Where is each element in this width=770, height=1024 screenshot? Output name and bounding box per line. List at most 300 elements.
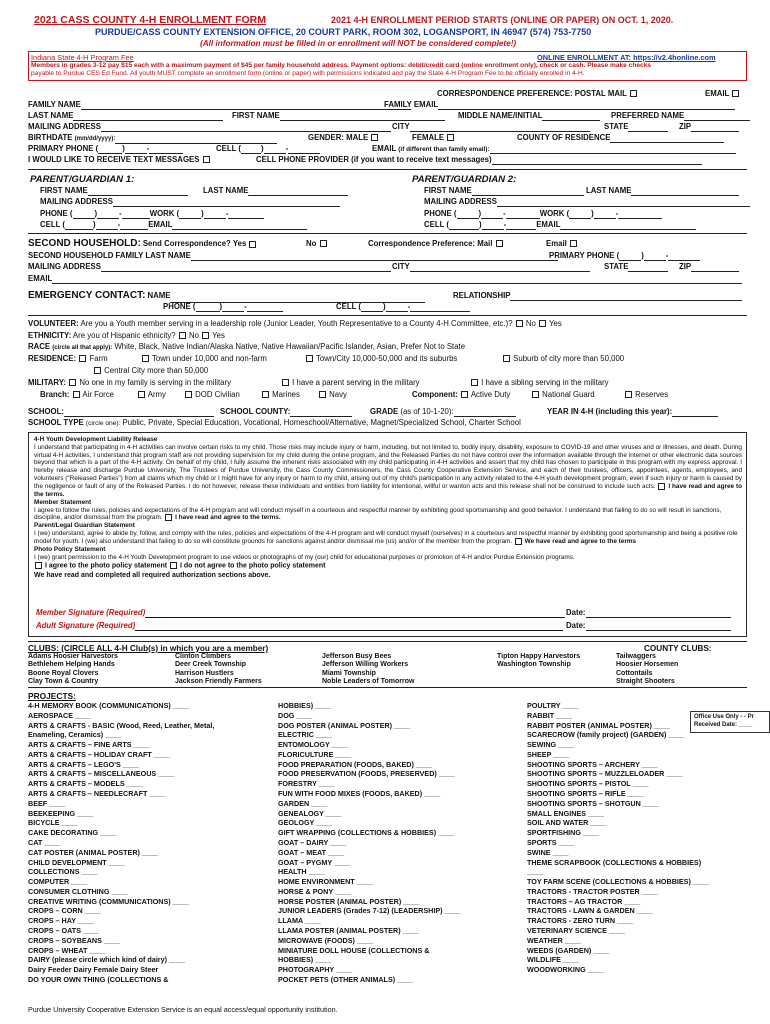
sh-family-last-field[interactable] xyxy=(191,253,558,261)
army-label: Army xyxy=(147,390,166,399)
liability-title: 4-H Youth Development Liability Release xyxy=(34,436,158,443)
project-item[interactable]: BICYCLE ____ xyxy=(28,818,78,828)
sh-email-checkbox[interactable] xyxy=(570,240,577,247)
project-item[interactable]: BEEF ____ xyxy=(28,798,66,808)
g2-email-label: EMAIL xyxy=(536,220,561,229)
project-item[interactable]: SPORTS ____ xyxy=(527,837,575,847)
relationship-label: RELATIONSHIP xyxy=(453,291,511,300)
farm-checkbox[interactable] xyxy=(79,355,86,362)
birthdate-format: (mm/dd/yyyy): xyxy=(74,136,116,142)
family-email-label: FAMILY EMAIL xyxy=(384,100,439,109)
g2-work-label: WORK ( xyxy=(539,209,570,218)
dod-label: DOD Civilian xyxy=(195,390,240,399)
state-field[interactable] xyxy=(628,124,668,132)
project-item[interactable]: POULTRY ____ xyxy=(527,701,579,710)
project-item[interactable]: WEATHER ____ xyxy=(527,935,581,945)
county-club-item[interactable]: Straight Shooters xyxy=(616,678,675,686)
second-household-title: SECOND HOUSEHOLD: xyxy=(28,238,141,249)
military-label: MILITARY: xyxy=(28,378,66,387)
project-item[interactable]: SEWING ____ xyxy=(527,740,575,750)
g2-work-line[interactable] xyxy=(618,211,662,219)
project-item[interactable]: ARTS & CRAFTS – LEGO'S ____ xyxy=(28,759,139,769)
form-title: 2021 CASS COUNTY 4-H ENROLLMENT FORM xyxy=(34,14,266,26)
club-item[interactable]: Boone Royal Clovers xyxy=(28,669,99,677)
completion-notice: (All information must be filled in or enrollment will NOT be considered complete!) xyxy=(200,39,517,48)
sh-mailing-label: MAILING ADDRESS xyxy=(28,262,101,271)
g2-phone-line[interactable] xyxy=(506,211,540,219)
g1-phone-prefix[interactable] xyxy=(97,211,119,219)
project-item[interactable]: SMALL ENGINES ____ xyxy=(527,808,604,818)
project-item[interactable]: MINIATURE DOLL HOUSE (COLLECTIONS & xyxy=(278,945,430,955)
photo-policy-body: I (we) grant permission to the 4-H Youth Development program to use videos or photographs of my (our) child for educational purposes or promotion of 4-H and/or Purdue Extension programs. xyxy=(34,553,575,561)
agree-parent-checkbox[interactable] xyxy=(515,538,522,545)
family-name-field[interactable] xyxy=(81,102,411,110)
member-date-field[interactable] xyxy=(586,610,731,618)
project-item[interactable]: CROPS – WHEAT ____ xyxy=(28,945,106,955)
county-clubs-title: COUNTY CLUBS: xyxy=(644,644,712,653)
dod-checkbox[interactable] xyxy=(185,391,192,398)
projects-column-1 xyxy=(28,701,214,985)
air-force-label: Air Force xyxy=(82,390,115,399)
project-item[interactable]: RABBIT POSTER (ANIMAL POSTER) ____ xyxy=(527,720,670,730)
agree-liability-checkbox[interactable] xyxy=(658,483,665,490)
emergency-cell-area[interactable] xyxy=(361,304,383,312)
cell-prefix[interactable] xyxy=(264,146,286,154)
project-item[interactable]: SPORTFISHING ____ xyxy=(527,828,599,838)
project-item[interactable]: DO YOUR OWN THING (COLLECTIONS & xyxy=(28,974,169,984)
emergency-phone-prefix[interactable] xyxy=(222,304,244,312)
club-item[interactable]: Washington Township xyxy=(497,661,571,669)
project-item[interactable]: HEALTH ____ xyxy=(278,867,325,877)
club-item[interactable]: Noble Leaders of Tomorrow xyxy=(322,678,415,686)
sh-zip-field[interactable] xyxy=(691,264,739,272)
project-item[interactable]: DOG POSTER (ANIMAL POSTER) ____ xyxy=(278,720,411,730)
first-name-label: FIRST NAME xyxy=(232,111,280,120)
sh-email-label: EMAIL xyxy=(28,274,53,283)
town-small-checkbox[interactable] xyxy=(142,355,149,362)
project-item[interactable]: GENEALOGY ____ xyxy=(278,808,342,818)
g2-cell-label: CELL ( xyxy=(424,220,449,229)
adult-signature-field[interactable] xyxy=(135,623,563,631)
central-city-label: Central City more than 50,000 xyxy=(104,366,209,375)
clubs-column-1 xyxy=(28,653,118,687)
school-type-options[interactable]: Public, Private, Special Education, Vocational, Homeschool/Alternative, Magnet/Specialized School, Charter School xyxy=(122,418,521,427)
primary-phone-prefix[interactable] xyxy=(125,146,147,154)
year-in-4h-field[interactable] xyxy=(672,409,718,417)
project-item[interactable]: COLLECTIONS ____ xyxy=(28,867,98,877)
g1-first-field[interactable] xyxy=(88,188,188,196)
sh-zip-label: ZIP xyxy=(679,262,692,271)
mil-parent-label: I have a parent serving in the military xyxy=(292,378,420,387)
g1-phone-line[interactable] xyxy=(122,211,150,219)
project-item[interactable]: CONSUMER CLOTHING ____ xyxy=(28,886,128,896)
mailing-address-label: MAILING ADDRESS xyxy=(28,122,101,131)
club-item[interactable]: Adams Hoosier Harvestors xyxy=(28,653,118,660)
project-item[interactable]: BEEKEEPING ____ xyxy=(28,808,94,818)
project-item[interactable]: HORSE & PONY ____ xyxy=(278,886,351,896)
emergency-cell-line[interactable] xyxy=(410,304,470,312)
club-item[interactable]: Clay Town & Country xyxy=(28,678,99,686)
club-item[interactable]: Bethlehem Helping Hands xyxy=(28,661,115,669)
school-label: SCHOOL: xyxy=(28,407,64,416)
project-item[interactable]: ENTOMOLOGY ____ xyxy=(278,740,348,750)
cell-provider-label: CELL PHONE PROVIDER (if you want to receive text messages) xyxy=(256,155,492,164)
office-use-label: Office Use Only - - Pr xyxy=(694,714,755,720)
emergency-phone-label: PHONE ( xyxy=(163,302,196,311)
parent-statement-title: Parent/Legal Guardian Statement xyxy=(34,522,135,530)
sh-mailing-field[interactable] xyxy=(101,264,391,272)
emergency-cell-label: CELL ( xyxy=(336,302,361,311)
project-item[interactable]: GOAT – DAIRY ____ xyxy=(278,837,347,847)
primary-phone-area[interactable] xyxy=(98,146,122,154)
project-item[interactable]: COMPUTER ____ xyxy=(28,877,88,887)
project-item[interactable]: SHEEP ____ xyxy=(527,749,570,759)
project-item[interactable]: GARDEN ____ xyxy=(278,798,328,808)
g2-phone-prefix[interactable] xyxy=(481,211,503,219)
county-club-item[interactable]: Tailwaggers xyxy=(616,653,656,660)
ethnicity-yes-checkbox[interactable] xyxy=(202,332,209,339)
photo-disagree-checkbox[interactable] xyxy=(170,562,177,569)
sh-phone-line[interactable] xyxy=(668,253,700,261)
project-item[interactable]: FLORICULTURE ____ xyxy=(278,749,352,759)
g1-mailing-field[interactable] xyxy=(113,199,340,207)
club-item[interactable]: Miami Township xyxy=(322,669,376,677)
grade-field[interactable] xyxy=(454,409,516,417)
birthdate-field[interactable] xyxy=(115,136,277,144)
photo-policy-title: Photo Policy Statement xyxy=(34,545,106,553)
volunteer-yes-checkbox[interactable] xyxy=(539,320,546,327)
preferred-name-field[interactable] xyxy=(684,113,750,121)
club-item[interactable]: Jefferson Busy Bees xyxy=(322,653,392,660)
club-item[interactable]: Tipton Happy Harvestors xyxy=(497,653,581,660)
ethnicity-no-checkbox[interactable] xyxy=(179,332,186,339)
navy-label: Navy xyxy=(329,390,347,399)
project-item[interactable]: SCARECROW (family project) (GARDEN) ____ xyxy=(527,730,685,740)
county-residence-field[interactable] xyxy=(610,135,724,143)
project-item[interactable]: CROPS – CORN ____ xyxy=(28,906,101,916)
zip-field[interactable] xyxy=(691,124,739,132)
project-item[interactable]: HOME ENVIRONMENT ____ xyxy=(278,877,373,887)
project-item[interactable]: TRACTORS - LAWN & GARDEN ____ xyxy=(527,906,653,916)
g2-work-area[interactable] xyxy=(569,211,591,219)
project-item[interactable]: CREATIVE WRITING (COMMUNICATIONS) ____ xyxy=(28,896,189,906)
g1-cell-line[interactable] xyxy=(120,222,148,230)
volunteer-yes-label: Yes xyxy=(549,319,562,328)
project-item[interactable]: PHOTOGRAPHY ____ xyxy=(278,965,353,975)
clubs-title: CLUBS: (CIRCLE ALL 4-H Club(s) in which you are a member) xyxy=(28,644,269,653)
photo-agree-checkbox[interactable] xyxy=(35,562,42,569)
send-correspondence-label: Send Correspondence? Yes xyxy=(142,239,247,248)
postal-mail-checkbox[interactable] xyxy=(630,90,637,97)
project-item[interactable]: THEME SCRAPBOOK (COLLECTIONS & HOBBIES) xyxy=(527,857,702,867)
active-duty-checkbox[interactable] xyxy=(461,391,468,398)
send-yes-checkbox[interactable] xyxy=(249,241,256,248)
state-label: STATE xyxy=(604,122,629,131)
sh-mail-checkbox[interactable] xyxy=(496,240,503,247)
last-name-field[interactable] xyxy=(73,113,223,121)
school-county-field[interactable] xyxy=(290,409,352,417)
city-label: CITY xyxy=(392,122,410,131)
mil-none-checkbox[interactable] xyxy=(69,379,76,386)
volunteer-label: VOLUNTEER: xyxy=(28,319,79,328)
cell-line[interactable] xyxy=(288,146,320,154)
sh-phone-prefix[interactable] xyxy=(644,253,666,261)
project-item[interactable]: ARTS & CRAFTS – MISCELLANEOUS ____ xyxy=(28,769,175,779)
project-item[interactable]: TRACTORS – AG TRACTOR ____ xyxy=(527,896,641,906)
sh-phone-label: PRIMARY PHONE ( xyxy=(549,251,620,260)
g2-last-field[interactable] xyxy=(631,188,739,196)
g2-email-field[interactable] xyxy=(560,222,696,230)
race-label: RACE xyxy=(28,342,51,351)
g2-mailing-label: MAILING ADDRESS xyxy=(424,197,497,206)
online-enrollment-link[interactable]: ONLINE ENROLLMENT AT: https://v2.4honline.com xyxy=(537,53,716,62)
town-mid-checkbox[interactable] xyxy=(306,355,313,362)
project-item[interactable]: LLAMA ____ xyxy=(278,916,321,926)
mil-sibling-label: I have a sibling serving in the military xyxy=(481,378,609,387)
county-residence-label: COUNTY OF RESIDENCE xyxy=(517,133,611,142)
g2-cell-line[interactable] xyxy=(506,222,536,230)
project-item[interactable]: FOOD PRESERVATION (FOODS, PRESERVED) ____ xyxy=(278,769,455,779)
ethnicity-no-label: No xyxy=(188,331,199,340)
project-item[interactable]: RABBIT ____ xyxy=(527,710,573,720)
project-item[interactable]: ARTS & CRAFTS – FINE ARTS ____ xyxy=(28,740,150,750)
club-item[interactable]: Deer Creek Township xyxy=(175,661,247,669)
agree-member-checkbox[interactable] xyxy=(165,514,172,521)
project-item[interactable]: CAT ____ xyxy=(28,837,61,847)
marines-checkbox[interactable] xyxy=(262,391,269,398)
emergency-phone-area[interactable] xyxy=(196,304,220,312)
g2-phone-area[interactable] xyxy=(457,211,479,219)
family-email-field[interactable] xyxy=(438,102,735,110)
club-item[interactable]: Jefferson Willing Workers xyxy=(322,661,409,669)
sh-email-field[interactable] xyxy=(52,276,742,284)
county-club-item[interactable]: Hoosier Horsemen xyxy=(616,661,679,669)
town-mid-label: Town/City 10,000-50,000 and its suburbs xyxy=(316,354,458,363)
project-item[interactable]: ELECTRIC ____ xyxy=(278,730,332,740)
project-item[interactable]: CAT POSTER (ANIMAL POSTER) ____ xyxy=(28,847,158,857)
clubs-column-2 xyxy=(175,653,262,687)
relationship-field[interactable] xyxy=(510,293,742,301)
g1-cell-prefix[interactable] xyxy=(96,222,118,230)
g1-mailing-label: MAILING ADDRESS xyxy=(40,197,113,206)
project-item[interactable]: CROPS – OATS ____ xyxy=(28,925,99,935)
project-item[interactable]: ARTS & CRAFTS – HOLIDAY CRAFT ____ xyxy=(28,749,170,759)
project-item[interactable]: ____ xyxy=(527,867,543,877)
reserves-checkbox[interactable] xyxy=(625,391,632,398)
volunteer-no-label: No xyxy=(525,319,536,328)
member-statement-body: I agree to follow the rules, policies and expectations of the 4-H program and will conduct myself in a courteous and respectful manner by exhibiting good sportsmanship and good behavior. I understand that failing to do so will result in sanctions, discipline, and/or dismissal from the program. xyxy=(34,506,722,522)
project-item[interactable]: FOOD PREPARATION (FOODS, BAKED) ____ xyxy=(278,759,432,769)
project-item[interactable]: CROPS – HAY ____ xyxy=(28,916,94,926)
member-signature-field[interactable] xyxy=(145,610,565,618)
project-item[interactable]: HOBBIES) ____ xyxy=(278,701,332,710)
emergency-cell-prefix[interactable] xyxy=(386,304,408,312)
project-item[interactable]: GOAT – PYGMY ____ xyxy=(278,857,351,867)
middle-name-label: MIDDLE NAME/INITIAL xyxy=(458,111,543,120)
member-email-note: (if different than family email): xyxy=(398,146,490,153)
project-item[interactable]: ARTS & CRAFTS – NEEDLECRAFT ____ xyxy=(28,789,166,799)
fee-title: Indiana State 4-H Program Fee xyxy=(31,53,134,62)
g1-work-area[interactable] xyxy=(179,211,201,219)
cell-provider-field[interactable] xyxy=(492,157,702,165)
text-messages-checkbox[interactable] xyxy=(203,156,210,163)
project-item[interactable]: WILDLIFE ____ xyxy=(527,955,579,965)
g1-email-field[interactable] xyxy=(172,222,307,230)
g1-last-label: LAST NAME xyxy=(203,186,249,195)
family-name-label: FAMILY NAME xyxy=(28,100,81,109)
project-item[interactable]: Enameling, Ceramics) ____ xyxy=(28,730,122,740)
club-item[interactable]: Clinton Climbers xyxy=(175,653,232,660)
county-club-item[interactable]: Cottontails xyxy=(616,669,653,677)
first-name-field[interactable] xyxy=(280,113,445,121)
middle-name-field[interactable] xyxy=(542,113,600,121)
mailing-address-field[interactable] xyxy=(101,124,391,132)
clubs-column-4 xyxy=(497,653,580,670)
project-item[interactable]: ARTS & CRAFTS – MODELS ____ xyxy=(28,779,143,789)
received-date-label: Received Date: ____ xyxy=(694,721,753,728)
project-item[interactable]: Dairy Feeder Dairy Female Dairy Steer xyxy=(28,965,159,975)
g1-first-label: FIRST NAME xyxy=(40,186,88,195)
component-label: Component: xyxy=(412,390,458,399)
project-item[interactable]: SHOOTING SPORTS – ARCHERY ____ xyxy=(527,759,658,769)
army-checkbox[interactable] xyxy=(138,391,145,398)
project-item[interactable]: FORESTRY ____ xyxy=(278,779,335,789)
project-item[interactable]: SOIL AND WATER ____ xyxy=(527,818,607,828)
adult-date-label: Date: xyxy=(566,621,586,630)
female-checkbox[interactable] xyxy=(447,134,454,141)
project-item[interactable]: SHOOTING SPORTS – SHOTGUN ____ xyxy=(527,798,659,808)
sh-family-last-label: SECOND HOUSEHOLD FAMILY LAST NAME xyxy=(28,251,191,260)
project-item[interactable]: DAIRY (please circle which kind of dairy) ____ xyxy=(28,955,185,965)
project-item[interactable]: GEOLOGY ____ xyxy=(278,818,333,828)
project-item[interactable]: SHOOTING SPORTS – MUZZLELOADER ____ xyxy=(527,769,683,779)
parent-statement-body: I (we) understand, agree to abide by, follow, and comply with the rules, policies and expectations of the 4-H program and will conduct myself (ourselves) in a courteous and respectful manner by exhibiting good sportsmanship and being a positive role model for youth. I (we) also understand that failing to do so will constitute grounds for sanctions against and/or dismissal me (us) and/or of the member from the program. xyxy=(34,530,738,546)
national-guard-checkbox[interactable] xyxy=(532,391,539,398)
g1-phone-area[interactable] xyxy=(73,211,95,219)
active-duty-label: Active Duty xyxy=(470,390,511,399)
member-email-label: EMAIL xyxy=(372,144,397,153)
central-city-checkbox[interactable] xyxy=(94,367,101,374)
suburb-checkbox[interactable] xyxy=(503,355,510,362)
guardian-1-title: PARENT/GUARDIAN 1: xyxy=(30,174,135,185)
sh-state-field[interactable] xyxy=(628,264,668,272)
project-item[interactable]: 4-H MEMORY BOOK (COMMUNICATIONS) ____ xyxy=(28,701,189,710)
cell-area[interactable] xyxy=(241,146,261,154)
project-item[interactable]: JUNIOR LEADERS (Grades 7-12) (LEADERSHIP) ____ xyxy=(278,906,461,916)
project-item[interactable]: AEROSPACE ____ xyxy=(28,710,91,720)
project-item[interactable]: FUN WITH FOOD MIXES (FOODS, BAKED) ____ xyxy=(278,789,441,799)
national-guard-label: National Guard xyxy=(542,390,595,399)
primary-phone-label: PRIMARY PHONE ( xyxy=(28,144,99,153)
g2-first-field[interactable] xyxy=(472,188,584,196)
emergency-name-label: NAME xyxy=(147,291,171,300)
g1-last-field[interactable] xyxy=(248,188,348,196)
member-statement-title: Member Statement xyxy=(34,498,92,506)
school-field[interactable] xyxy=(64,409,214,417)
email-checkbox[interactable] xyxy=(732,90,739,97)
male-checkbox[interactable] xyxy=(371,134,378,141)
club-item[interactable]: Harrison Hustlers xyxy=(175,669,234,677)
send-no-checkbox[interactable] xyxy=(320,240,327,247)
project-item[interactable]: GIFT WRAPPING (COLLECTIONS & HOBBIES) ____ xyxy=(278,828,455,838)
fee-line-2: payable to Purdue CES Ed Fund. All youth MUST complete an enrollment form (online or paper) with permissions indicated and pay the State 4-H Program Fee to be officially enrolled in 4-H. xyxy=(31,70,585,77)
project-item[interactable]: ARTS & CRAFTS - BASIC (Wood, Reed, Leather, Metal, xyxy=(28,720,215,730)
project-item[interactable]: CAKE DECORATING ____ xyxy=(28,828,117,838)
project-item[interactable]: GOAT – MEAT ____ xyxy=(278,847,345,857)
navy-checkbox[interactable] xyxy=(319,391,326,398)
volunteer-no-checkbox[interactable] xyxy=(516,320,523,327)
g1-work-prefix[interactable] xyxy=(204,211,226,219)
project-item[interactable]: CROPS – SOYBEANS ____ xyxy=(28,935,120,945)
footer-statement: Purdue University Cooperative Extension Service is an equal access/equal opportunity institution. xyxy=(28,1005,338,1014)
emergency-title: EMERGENCY CONTACT: xyxy=(28,290,146,301)
air-force-checkbox[interactable] xyxy=(73,391,80,398)
mil-parent-checkbox[interactable] xyxy=(282,379,289,386)
gender-label: GENDER: MALE xyxy=(308,133,369,142)
g1-work-line[interactable] xyxy=(228,211,264,219)
project-item[interactable]: CHILD DEVELOPMENT ____ xyxy=(28,857,125,867)
project-item[interactable]: TOY FARM SCENE (COLLECTIONS & HOBBIES) ____ xyxy=(527,877,709,887)
adult-signature-label: Adult Signature (Required) xyxy=(36,621,136,630)
g1-cell-area[interactable] xyxy=(65,222,93,230)
project-item[interactable]: HORSE POSTER (ANIMAL POSTER) ____ xyxy=(278,896,420,906)
project-item[interactable]: VETERINARY SCIENCE ____ xyxy=(527,925,625,935)
projects-column-3 xyxy=(527,701,709,975)
race-options[interactable]: White, Black, Native Indian/Alaska Native, Native Hawaiian/Pacific Islander, Asian, Prefer Not to State xyxy=(114,342,466,351)
project-item[interactable]: TRACTORS - ZERO TURN ____ xyxy=(527,916,634,926)
project-item[interactable]: HOBBIES) ____ xyxy=(278,955,332,965)
g2-cell-prefix[interactable] xyxy=(482,222,504,230)
adult-date-field[interactable] xyxy=(586,623,731,631)
project-item[interactable]: WEEDS (GARDEN) ____ xyxy=(527,945,610,955)
sh-phone-area[interactable] xyxy=(619,253,641,261)
g2-phone-label: PHONE ( xyxy=(424,209,457,218)
city-field[interactable] xyxy=(410,124,590,132)
project-item[interactable]: SWINE ____ xyxy=(527,847,569,857)
ethnicity-label: ETHNICITY: xyxy=(28,331,72,340)
race-note: (circle all that apply): xyxy=(52,345,113,351)
volunteer-question: Are you a Youth member serving in a leadership role (Junior Leader, Youth Representative to a County 4-H Committee, etc.)? xyxy=(80,319,513,328)
office-address: PURDUE/CASS COUNTY EXTENSION OFFICE, 20 COURT PARK, ROOM 302, LOGANSPORT, IN 46947 (574) 753-7750 xyxy=(95,27,592,37)
member-email-field[interactable] xyxy=(490,146,736,154)
project-item[interactable]: MICROWAVE (FOODS) ____ xyxy=(278,935,373,945)
zip-label: ZIP xyxy=(679,122,692,131)
text-messages-label: I WOULD LIKE TO RECEIVE TEXT MESSAGES xyxy=(28,155,200,164)
project-item[interactable]: LLAMA POSTER (ANIMAL POSTER) ____ xyxy=(278,925,419,935)
sh-city-label: CITY xyxy=(392,262,410,271)
g2-work-prefix[interactable] xyxy=(594,211,616,219)
primary-phone-line[interactable] xyxy=(149,146,183,154)
sh-pref-label: Correspondence Preference: Mail xyxy=(368,239,493,248)
g1-cell-label: CELL ( xyxy=(40,220,65,229)
project-item[interactable]: TRACTORS - TRACTOR POSTER ____ xyxy=(527,886,658,896)
town-small-label: Town under 10,000 and non-farm xyxy=(152,354,267,363)
mil-sibling-checkbox[interactable] xyxy=(471,379,478,386)
project-item[interactable]: POCKET PETS (OTHER ANIMALS) ____ xyxy=(278,974,414,984)
school-type-note: (circle one): xyxy=(85,420,121,427)
emergency-phone-line[interactable] xyxy=(247,304,283,312)
project-item[interactable]: WOODWORKING ____ xyxy=(527,965,604,975)
preferred-name-label: PREFERRED NAME xyxy=(611,111,685,120)
club-item[interactable]: Jackson Friendly Farmers xyxy=(175,678,262,686)
project-item[interactable]: DOG ____ xyxy=(278,710,313,720)
clubs-column-5 xyxy=(616,653,678,687)
project-item[interactable]: SHOOTING SPORTS – PISTOL ____ xyxy=(527,779,649,789)
sh-city-field[interactable] xyxy=(410,264,590,272)
project-item[interactable]: SHOOTING SPORTS – RIFLE ____ xyxy=(527,789,644,799)
g2-mailing-field[interactable] xyxy=(497,199,750,207)
g2-cell-area[interactable] xyxy=(449,222,479,230)
